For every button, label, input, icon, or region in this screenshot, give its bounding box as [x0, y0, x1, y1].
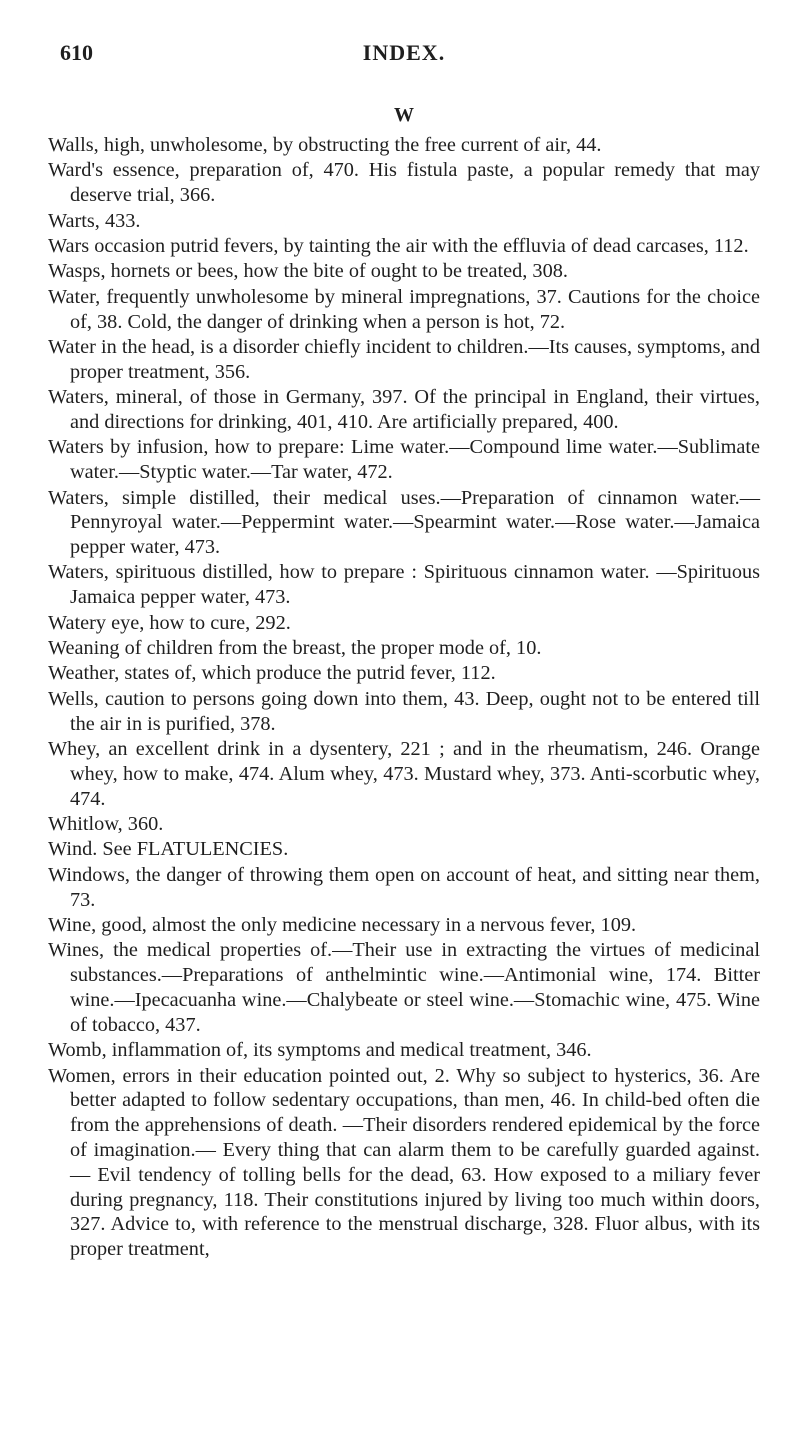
page-header [48, 36, 760, 76]
running-title: INDEX. [362, 40, 446, 65]
index-entry: Womb, inflammation of, its symptoms and medical treatment, 346. [48, 1039, 592, 1062]
index-entry: Weather, states of, which produce the putrid fever, 112. [48, 662, 496, 685]
index-entry: Wells, caution to persons going down into them, 43. Deep, ought not to be entered till the air in is purified, 378. [48, 687, 760, 735]
index-entry: Whitlow, 360. [48, 813, 164, 836]
index-entry: Warts, 433. [48, 209, 141, 232]
index-entry: Wine, good, almost the only medicine necessary in a nervous fever, 109. [48, 913, 637, 936]
index-entry: Water in the head, is a disorder chiefly incident to children.—Its causes, symptoms, and proper treatment, 356. [48, 335, 760, 383]
index-entries [48, 133, 760, 1262]
index-entry: Wars occasion putrid fevers, by tainting the air with the effluvia of dead carcases, 112. [48, 234, 749, 257]
index-entry: Windows, the danger of throwing them open on account of heat, and sitting near them, 73. [48, 863, 760, 911]
index-entry: Ward's essence, preparation of, 470. His fistula paste, a popular remedy that may deserve trial, 366. [48, 159, 760, 207]
index-entry: Wind. See FLATULENCIES. [48, 838, 289, 861]
index-entry: Weaning of children from the breast, the proper mode of, 10. [48, 637, 542, 660]
index-entry: Women, errors in their education pointed out, 2. Why so subject to hysterics, 36. Are better adapted to follow sedentary occupations, than men, 46. In child-bed often die from the apprehensions of death. —Their disorders rendered epidemical by the force of imagination.— Every thing that can alarm them to be carefully guarded against.— Evil tendency of tolling bells for the dead, 63. How exposed to a miliary fever during pregnancy, 118. Their constitutions injured by living too much within doors, 327. Advice to, with reference to the menstrual discharge, 328. Fluor albus, with its proper treatment, [48, 1064, 760, 1261]
index-entry: Waters, spirituous distilled, how to prepare : Spirituous cinnamon water. —Spirituous Jamaica pepper water, 473. [48, 561, 760, 609]
page-number: 610 [60, 40, 93, 65]
index-entry: Watery eye, how to cure, 292. [48, 611, 291, 634]
index-entry: Water, frequently unwholesome by mineral impregnations, 37. Cautions for the choice of, 38. Cold, the danger of drinking when a person is hot, 72. [48, 285, 760, 333]
index-entry: Whey, an excellent drink in a dysentery, 221 ; and in the rheumatism, 246. Orange whey, how to make, 474. Alum whey, 473. Mustard whey, 373. Anti-scorbutic whey, 474. [48, 738, 760, 810]
section-letter: W [394, 104, 414, 126]
index-entry: Waters, simple distilled, their medical uses.—Preparation of cinnamon water.—Pennyroyal water.—Peppermint water.—Spearmint water.—Rose water.—Jamaica pepper water, 473. [48, 486, 760, 559]
index-entry: Walls, high, unwholesome, by obstructing the free current of air, 44. [48, 134, 602, 156]
index-entry: Wines, the medical properties of.—Their use in extracting the virtues of medicinal substances.—Preparations of anthelmintic wine.—Antimonial wine, 174. Bitter wine.—Ipecacuanha wine.—Chalybeate or steel wine.—Stomachic wine, 475. Wine of tobacco, 437. [48, 939, 760, 1036]
index-entry: Wasps, hornets or bees, how the bite of ought to be treated, 308. [48, 260, 568, 283]
index-entry: Waters, mineral, of those in Germany, 397. Of the principal in England, their virtues, and directions for drinking, 401, 410. Are artificially prepared, 400. [48, 386, 760, 433]
index-entry: Waters by infusion, how to prepare: Lime water.—Compound lime water.—Sublimate water.—Styptic water.—Tar water, 472. [48, 436, 760, 484]
